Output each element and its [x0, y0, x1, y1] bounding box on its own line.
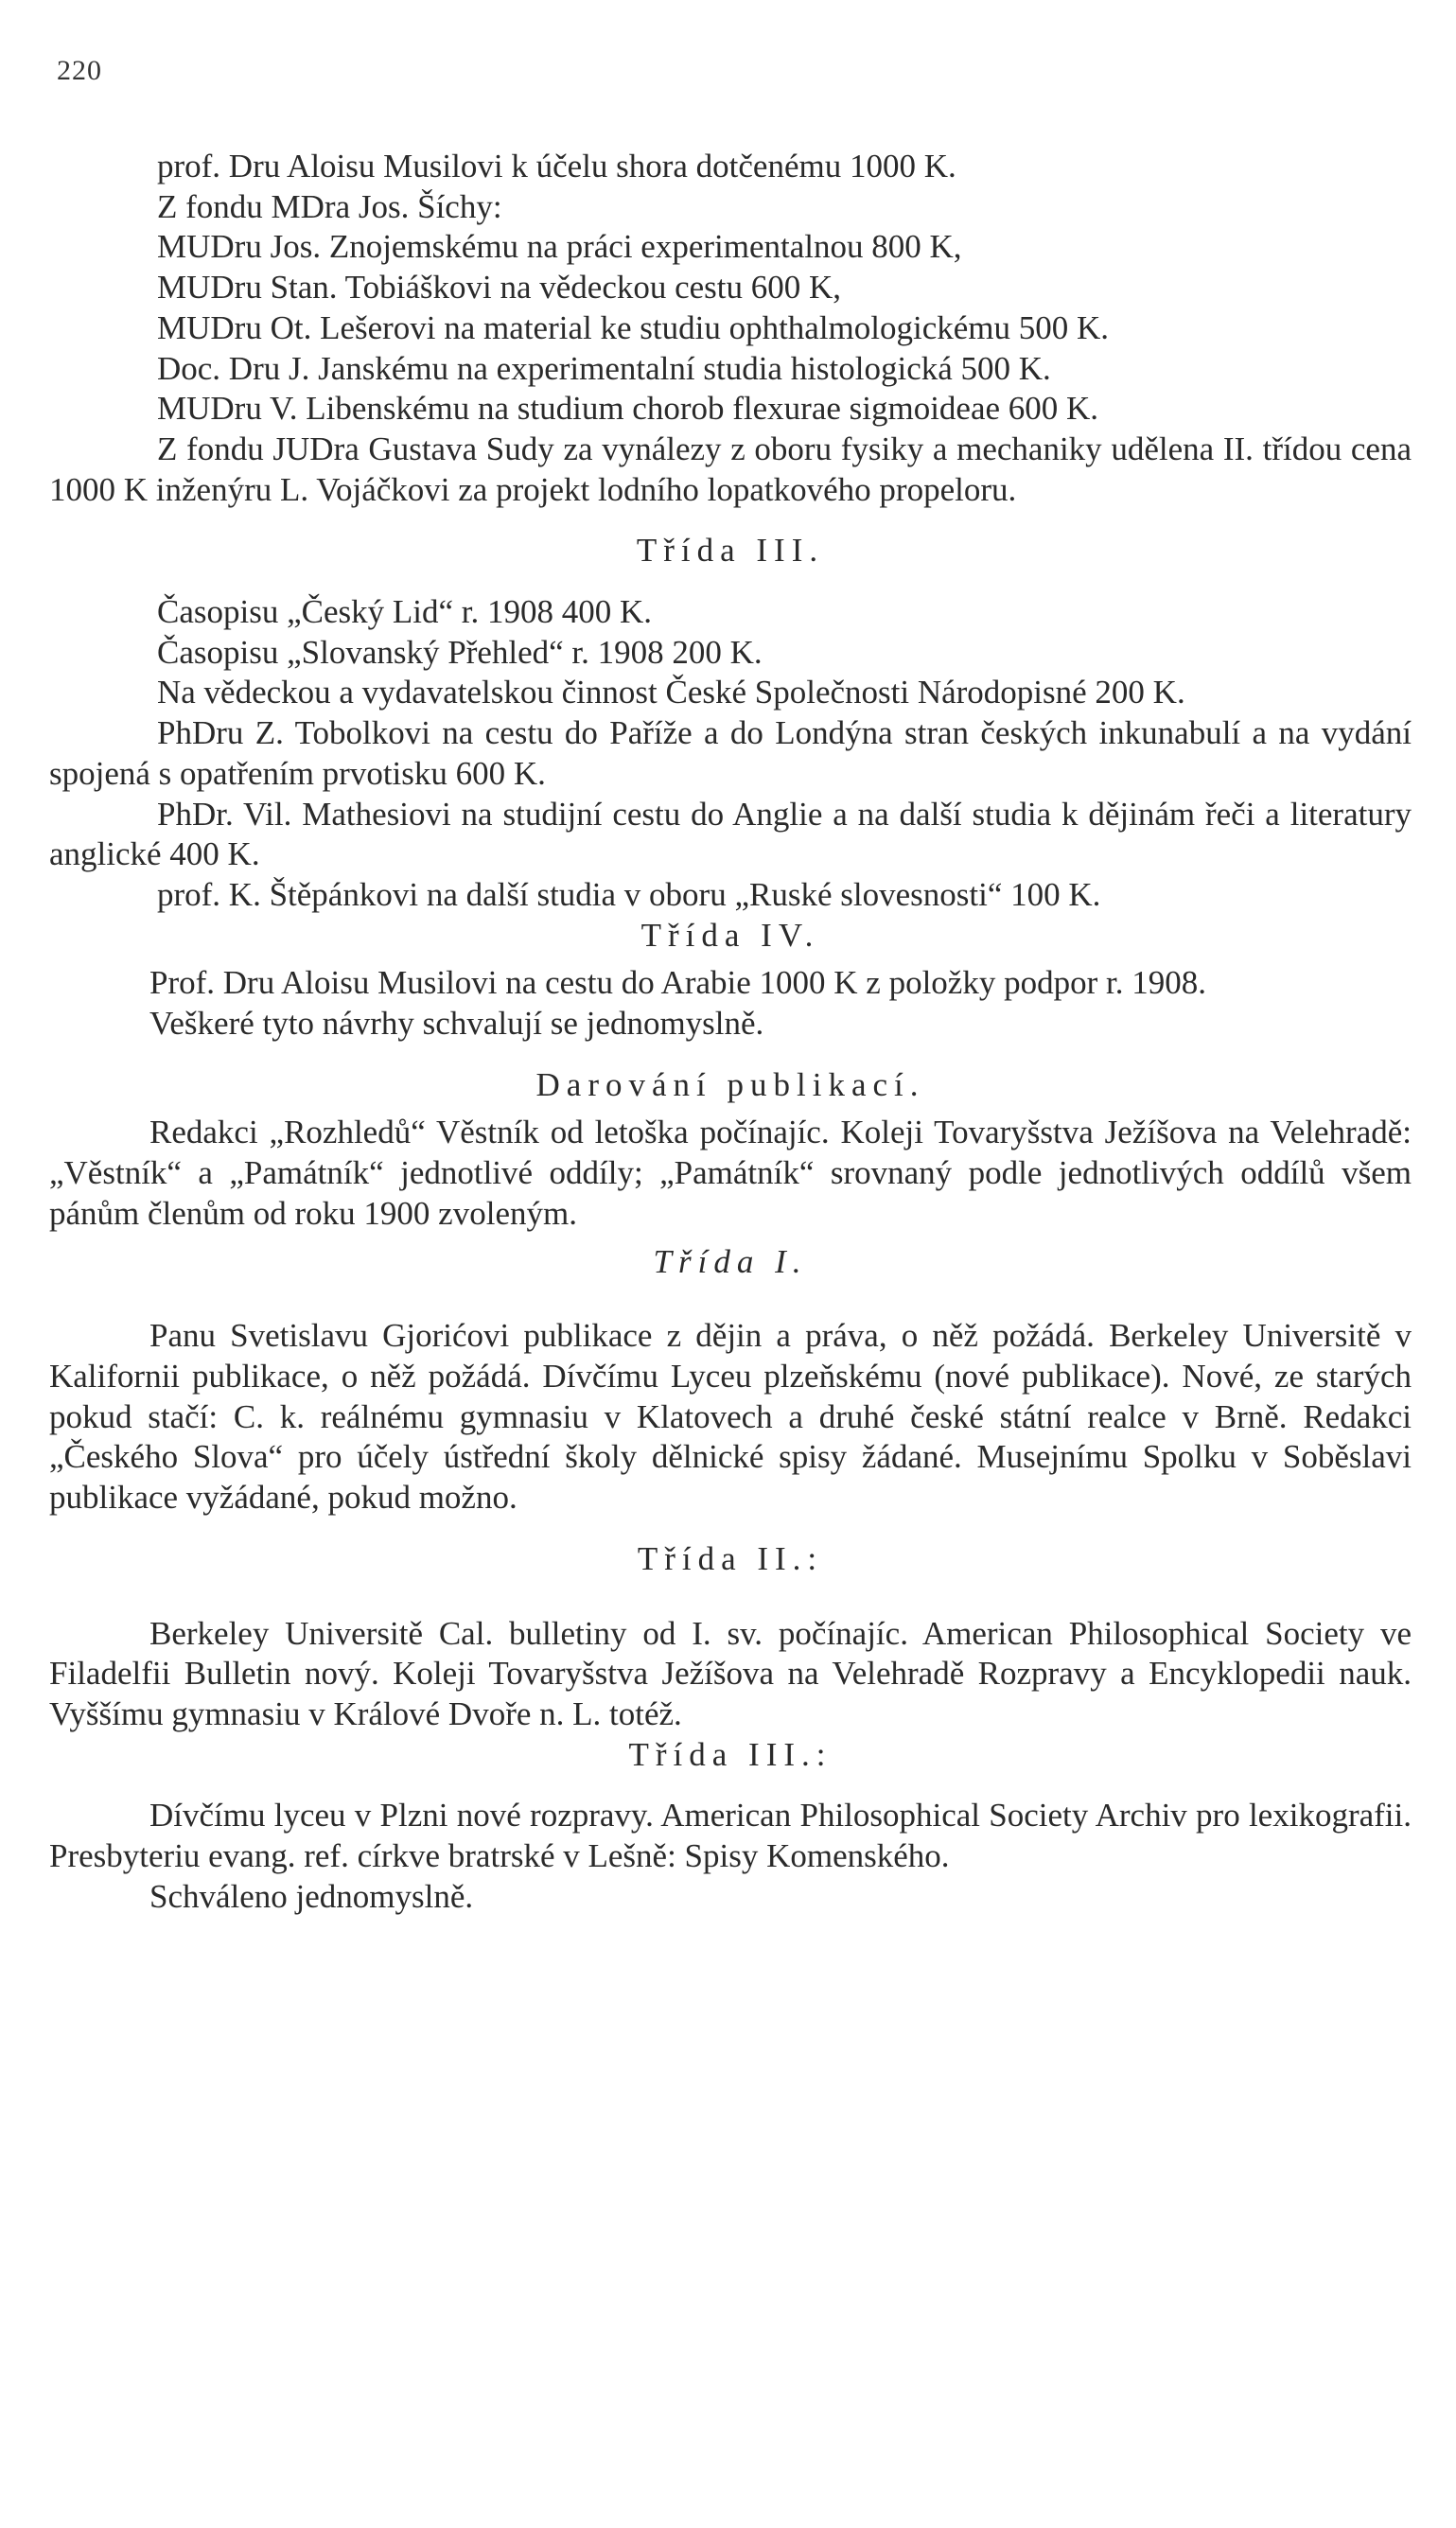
grant-paragraph: prof. K. Štěpánkovi na další studia v oboru „Ruské slovesnosti“ 100 K.: [157, 875, 1101, 913]
grant-line: MUDru Ot. Lešerovi na material ke studiu ophthalmologickému 500 K.: [157, 308, 1110, 346]
approval-note: Schváleno jednomyslně.: [149, 1877, 474, 1915]
page-body: [49, 147, 1412, 1917]
grant-line: MUDru Jos. Znojemskému na práci experimentalnou 800 K,: [157, 228, 962, 266]
grant-line: Z fondu MDra Jos. Šíchy:: [157, 187, 502, 225]
section-heading: Třída II.:: [637, 1539, 824, 1577]
approval-note: Veškeré tyto návrhy schvalují se jednomyslně.: [149, 1005, 764, 1043]
grant-paragraph: MUDru V. Libenskému na studium chorob flexurae sigmoideae 600 K.: [157, 390, 1099, 428]
section-heading: Třída III.:: [628, 1735, 833, 1773]
grant-line: Časopisu „Slovanský Přehled“ r. 1908 200 K.: [157, 633, 763, 671]
section-heading: Třída I.: [653, 1242, 808, 1280]
section-heading: Darování publikací.: [535, 1065, 925, 1103]
grant-line: Časopisu „Český Lid“ r. 1908 400 K.: [157, 593, 653, 631]
section-heading: Třída IV.: [640, 916, 820, 954]
grant-line: prof. Dru Aloisu Musilovi k účelu shora dotčenému 1000 K.: [157, 148, 956, 184]
section-heading: Třída III.: [636, 532, 825, 570]
grant-paragraph: PhDr. Vil. Mathesiovi na studijní cestu do Anglie a na další studia k dějinám řeči a literatury anglické 400 K.: [49, 795, 1412, 873]
donation-paragraph: Redakci „Rozhledů“ Věstník od letoška počínajíc. Koleji Tovaryšstva Ježíšova na Velehradě: „Věstník“ a „Památník“ jednotlivé oddíly; „Památník“ srovnaný podle jednotlivých oddílů všem pánům členům od roku 1900 zvoleným.: [49, 1114, 1412, 1232]
grant-paragraph: Na vědeckou a vydavatelskou činnost České Společnosti Národopisné 200 K.: [157, 674, 1185, 711]
grants-list: [49, 147, 1412, 510]
grant-line: MUDru Stan. Tobiáškovi na vědeckou cestu 600 K,: [157, 269, 842, 307]
donation-paragraph: Berkeley Universitě Cal. bulletiny od I. sv. počínajíc. American Philosophical Society ve Filadelfii Bulletin nový. Koleji Tovaryšstva Ježíšova na Velehradě Rozpravy a Encyklopedii nauk. Vyššímu gymnasiu v Králové Dvoře n. L. totéž.: [49, 1614, 1412, 1732]
donation-paragraph: Panu Svetislavu Gjorićovi publikace z dějin a práva, o něž požádá. Berkeley Universitě v Kalifornii publikace, o něž požádá. Dívčímu Lyceu plzeňskému (nové publikace). Nové, ze starých pokud stačí: C. k. reálnému gymnasiu v Klatovech a druhé české státní realce v Brně. Redakci „Českého Slova“ pro účely ústřední školy dělnické spisy žádané. Musejnímu Spolku v Soběslavi publikace vyžádané, pokud možno.: [49, 1317, 1412, 1517]
grant-paragraph: PhDru Z. Tobolkovi na cestu do Paříže a do Londýna stran českých inkunabulí a na vydání spojená s opatřením prvotisku 600 K.: [49, 714, 1412, 792]
grant-paragraph: Prof. Dru Aloisu Musilovi na cestu do Arabie 1000 K z položky podpor r. 1908.: [149, 964, 1206, 1002]
page-number: 220: [57, 55, 102, 86]
grant-line: Doc. Dru J. Janskému na experimentalní studia histologická 500 K.: [157, 349, 1051, 387]
grant-paragraph: Z fondu JUDra Gustava Sudy za vynálezy z oboru fysiky a mechaniky udělena II. třídou cena 1000 K inženýru L. Vojáčkovi za projekt lodního lopatkového propeloru.: [49, 430, 1412, 508]
donation-paragraph: Dívčímu lyceu v Plzni nové rozpravy. American Philosophical Society Archiv pro lexikografii. Presbyteriu evang. ref. církve bratrské v Lešně: Spisy Komenského.: [49, 1797, 1412, 1875]
